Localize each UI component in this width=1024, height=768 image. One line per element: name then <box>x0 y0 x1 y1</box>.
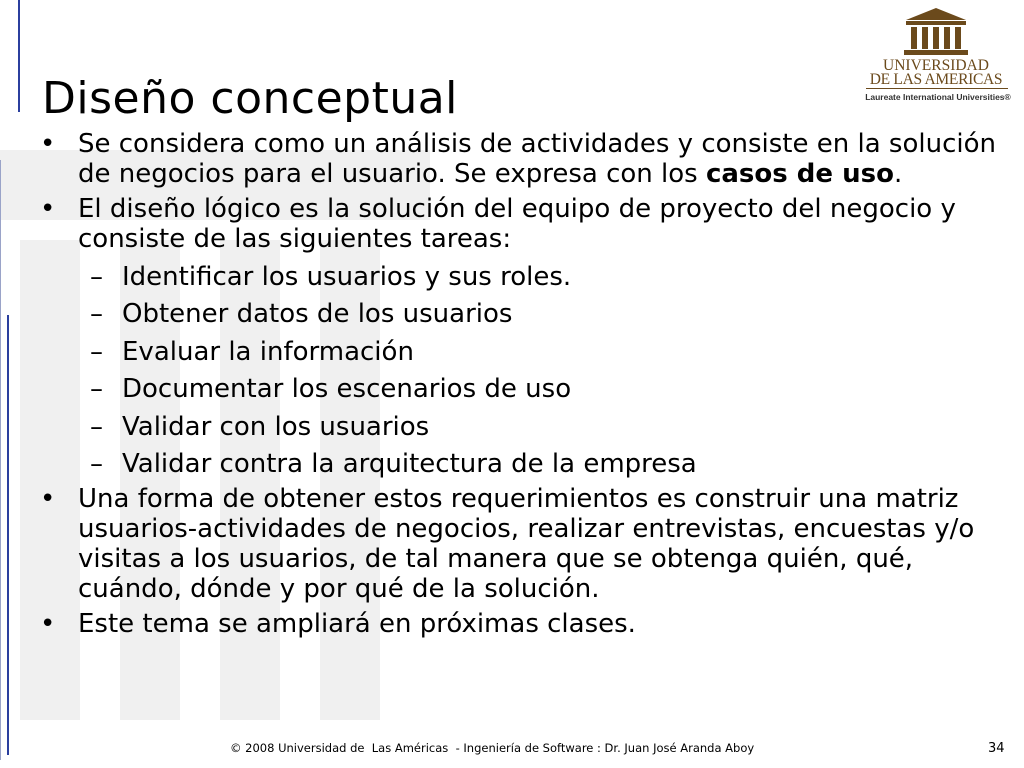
bullet-text-end: . <box>893 159 903 189</box>
logo-line-universidad: UNIVERSIDAD <box>883 57 989 74</box>
bullet-text: Una forma de obtener estos requerimientos es construir una matriz usuarios-actividades de negocios, realizar entrevistas, encuestas y/o visitas a los usuarios, de tal manera que se obtenga quién, qué, cuándo, dónde y por qué de la solución. <box>78 484 975 604</box>
sub-text: Obtener datos de los usuarios <box>122 299 513 329</box>
university-logo <box>862 8 1012 108</box>
sub-text: Identificar los usuarios y sus roles. <box>122 261 572 292</box>
bullet-item <box>40 194 1000 254</box>
sub-text: Validar con los usuarios <box>122 411 430 442</box>
slide-body <box>40 129 1000 644</box>
slide-footer: © 2008 Universidad de Las Américas - Ingeniería de Software : Dr. Juan José Aranda Aboy <box>230 741 755 755</box>
logo-line-americas: DE LAS AMERICAS <box>869 71 1003 88</box>
logo-divider <box>866 88 1008 89</box>
sub-item <box>40 337 1000 367</box>
sub-text: Documentar los escenarios de uso <box>122 374 572 404</box>
page-number: 34 <box>988 741 1005 756</box>
bullet-text: Este tema se ampliará en próximas clases. <box>78 609 636 639</box>
bullet-symbol: • <box>40 484 56 514</box>
slide-title: Diseño conceptual <box>42 73 458 125</box>
sub-item <box>40 374 1000 404</box>
accent-line-lower <box>7 315 9 755</box>
sub-item <box>40 262 1000 292</box>
bullet-symbol: • <box>40 129 56 159</box>
accent-line-upper <box>18 0 20 112</box>
sub-symbol: – <box>90 261 103 292</box>
sub-item <box>40 299 1000 329</box>
sub-text: Evaluar la información <box>122 336 414 367</box>
sub-item <box>40 449 1000 479</box>
bullet-bold-text: casos de uso <box>705 159 894 189</box>
sub-symbol: – <box>90 449 103 479</box>
logo-line-laureate: Laureate International Universities® <box>865 92 1011 102</box>
temple-columns-icon <box>904 8 968 56</box>
bullet-symbol: • <box>40 609 56 639</box>
sub-text: Validar contra la arquitectura de la empresa <box>122 449 697 479</box>
left-border-line <box>0 160 1 760</box>
sub-symbol: – <box>90 336 103 367</box>
sub-item <box>40 412 1000 442</box>
bullet-item <box>40 484 1000 604</box>
bullet-item <box>40 129 1000 189</box>
sub-symbol: – <box>90 374 103 404</box>
bullet-text: Se considera como un análisis de actividades y consiste en la solución de negocios para el usuario. Se expresa con los <box>78 129 996 189</box>
sub-symbol: – <box>90 299 103 329</box>
bullet-symbol: • <box>40 194 56 224</box>
sub-symbol: – <box>90 411 103 442</box>
bullet-item <box>40 609 1000 639</box>
bullet-text: El diseño lógico es la solución del equipo de proyecto del negocio y consiste de las siguientes tareas: <box>78 194 956 254</box>
